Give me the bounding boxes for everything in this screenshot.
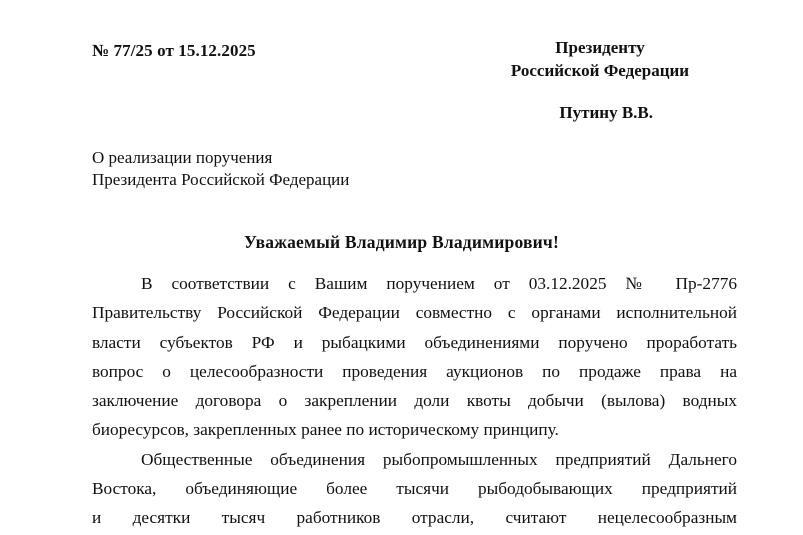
subject-line-2: Президента Российской Федерации xyxy=(92,170,350,189)
paragraph-1-line: власти субъектов РФ и рыбацкими объединениями поручено проработать xyxy=(92,332,737,352)
document-number: № 77/25 от 15.12.2025 xyxy=(92,41,256,60)
addressee-country: Российской Федерации xyxy=(510,61,690,80)
paragraph-1 xyxy=(92,269,737,445)
paragraph-1-line: В соответствии с Вашим поручением от 03.12.2025 № Пр-2776 xyxy=(141,274,737,293)
addressee-title: Президенту xyxy=(555,38,645,57)
addressee-block xyxy=(470,36,730,124)
letter-body xyxy=(92,269,737,533)
paragraph-1-line: Правительству Российской Федерации совместно с органами исполнительной xyxy=(92,303,737,323)
paragraph-2-line: Востока, объединяющие более тысячи рыбодобывающих предприятий xyxy=(92,479,737,499)
paragraph-1-line: заключение договора о закреплении доли квоты добычи (вылова) водных xyxy=(92,391,737,411)
paragraph-2-line: и десятки тысяч работников отрасли, считают нецелесообразным xyxy=(92,508,737,528)
paragraph-1-line: вопрос о целесообразности проведения аукционов по продаже права на xyxy=(92,361,737,381)
paragraph-1-line: биоресурсов, закрепленных ранее по историческому принципу. xyxy=(92,420,559,440)
salutation: Уважаемый Владимир Владимирович! xyxy=(244,232,559,252)
addressee-name: Путину В.В. xyxy=(559,103,653,122)
paragraph-2-line: Общественные объединения рыбопромышленных предприятий Дальнего xyxy=(141,449,737,469)
paragraph-2 xyxy=(92,445,737,533)
document-subject xyxy=(92,147,349,191)
subject-line-1: О реализации поручения xyxy=(92,148,273,167)
